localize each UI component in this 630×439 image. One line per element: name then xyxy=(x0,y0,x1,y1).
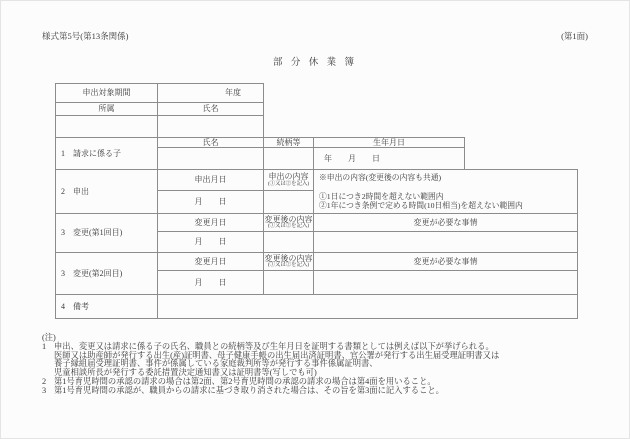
change2-content-header xyxy=(263,252,314,271)
request-detail-line2: ①1日につき2時間を超えない範囲内 xyxy=(319,191,444,201)
period-header-cell: 申出対象期間 xyxy=(55,83,158,103)
change1-date-value-cell: 月 日 xyxy=(157,231,264,253)
child-name-value-cell xyxy=(157,147,264,170)
request-date-header: 申出月日 xyxy=(157,169,264,191)
change2-reason-header: 変更が必要な事情 xyxy=(313,252,578,271)
note-item-3 xyxy=(42,387,602,396)
birthdate-value-cell: 年 月 日 xyxy=(313,147,465,170)
note-line: 第1号育児時間の承認の請求の場合は第2面、第2号育児時間の承認の請求の場合は第4面を用いること。 xyxy=(54,376,436,386)
page-marker: (第1面) xyxy=(561,31,588,41)
request-detail-line3: ②1年につき条例で定める時間(10日相当)を超えない範囲内 xyxy=(319,201,523,211)
name-value-cell xyxy=(157,115,264,138)
request-content-label: 申出の内容 xyxy=(268,172,309,182)
section1-row-label: 1 請求に係る子 xyxy=(55,137,158,170)
section3a-row-label: 3 変更(第1回目) xyxy=(55,213,158,253)
request-detail-options xyxy=(319,192,523,211)
note-number: 2 xyxy=(42,376,47,386)
change2-content-value-cell xyxy=(263,270,314,295)
request-detail-line1: ※申出の内容(変更後の内容も共通) xyxy=(319,173,442,182)
change1-content-label: 変更後の内容 xyxy=(264,214,313,224)
note-line: 児童相談所長が発行する委託措置決定通知書又は証明書等(写しでも可) xyxy=(54,368,317,378)
notes-heading: (注) xyxy=(42,333,56,342)
relation-header: 続柄等 xyxy=(263,137,314,148)
form-number: 様式第5号(第13条関係) xyxy=(42,31,129,41)
request-date-value-cell: 月 日 xyxy=(157,190,264,214)
notes-block xyxy=(42,334,602,396)
change1-content-header xyxy=(263,213,314,232)
change1-reason-header: 変更が必要な事情 xyxy=(313,213,578,232)
section4-row-label: 4 備考 xyxy=(55,294,158,319)
note-line: 第1号育児時間の承認が、職員からの請求に基づき取り消された場合は、その旨を第3面に記入すること。 xyxy=(54,385,444,395)
relation-value-cell xyxy=(263,147,314,170)
change2-date-header: 変更月日 xyxy=(157,252,264,271)
change1-date-header: 変更月日 xyxy=(157,213,264,232)
request-content-header xyxy=(263,169,314,191)
note-line: 申出、変更又は請求に係る子の氏名、職員との続柄等及び生年月日を証明する書類としては例えば以下が挙げられる。 xyxy=(54,341,494,351)
change1-content-value-cell xyxy=(263,231,314,253)
note-line: 養子縁組届受理証明書、事件が係属している家庭裁判所等が発行する事件係属証明書、 xyxy=(54,359,378,369)
note-number: 3 xyxy=(42,385,47,395)
note-line: 医師又は助産師が発行する出生(産)証明書、母子健康手帳の出生届出済証明書、官公署が発行する出生届受理証明書又は xyxy=(54,350,500,360)
request-content-value-cell xyxy=(263,190,314,214)
change1-content-note: (①又は②を記入) xyxy=(267,223,310,230)
request-detail-cell xyxy=(313,169,578,214)
remarks-value-cell xyxy=(157,294,578,319)
name-header-cell: 氏名 xyxy=(157,102,264,116)
fiscal-year-cell: 年度 xyxy=(157,83,264,103)
birthdate-header: 生年月日 xyxy=(313,137,465,148)
affiliation-header-cell: 所属 xyxy=(55,102,158,116)
child-name-header: 氏名 xyxy=(157,137,264,148)
change1-reason-value-cell xyxy=(313,231,578,253)
change2-content-label: 変更後の内容 xyxy=(264,253,313,263)
request-content-note: (①又は②を記入) xyxy=(267,180,310,187)
change2-date-value-cell: 月 日 xyxy=(157,270,264,295)
section2-row-label: 2 申出 xyxy=(55,169,158,214)
section3b-row-label: 3 変更(第2回目) xyxy=(55,252,158,295)
affiliation-value-cell xyxy=(55,115,158,138)
change2-content-note: (①又は②を記入) xyxy=(267,262,310,269)
note-number: 1 xyxy=(42,341,47,351)
note-item-1 xyxy=(42,343,602,378)
page-title: 部 分 休 業 簿 xyxy=(272,58,357,68)
change2-reason-value-cell xyxy=(313,270,578,295)
